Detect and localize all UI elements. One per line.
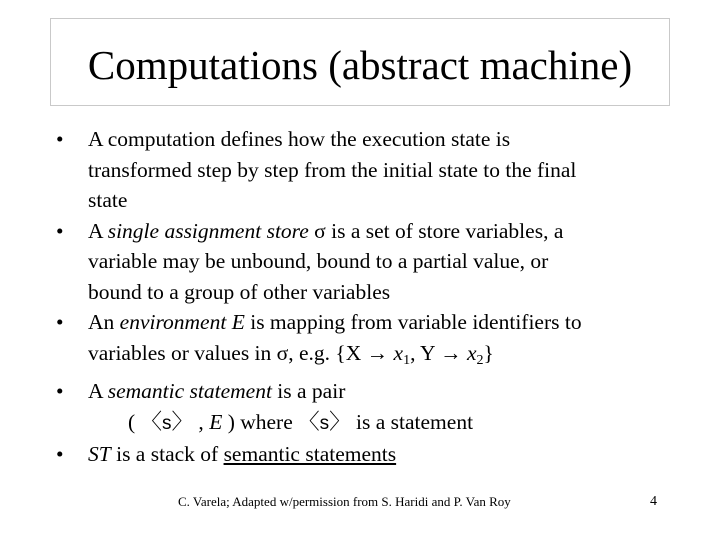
text-run: 〉 ,	[171, 409, 210, 434]
bullet-item	[56, 124, 676, 216]
term-italic: semantic statement	[107, 379, 272, 403]
bullet-dot: •	[56, 379, 64, 403]
bullet-item	[56, 376, 676, 439]
text-run: is a pair	[271, 379, 346, 403]
subscript: 2	[476, 352, 484, 368]
slide-footer: C. Varela; Adapted w/permission from S. Haridi and P. Van Roy	[178, 494, 511, 509]
bullet-line: transformed step by step from the initial state to the final	[88, 157, 577, 182]
bullet-item	[56, 439, 676, 470]
bullet-dot: •	[56, 442, 64, 466]
bullet-line: bound to a group of other variables	[88, 279, 391, 304]
bullet-line: A computation defines how the execution state is	[88, 127, 511, 151]
text-run: A	[88, 379, 108, 403]
text-run: is a stack of	[110, 442, 224, 466]
text-run: σ is a set of store variables, a	[308, 218, 564, 243]
bullet-line: state	[88, 188, 128, 212]
text-run: }	[483, 340, 494, 365]
underlined-term: semantic statements	[223, 442, 397, 466]
bullet-list	[56, 124, 676, 470]
bullet-line	[88, 307, 676, 338]
var-italic: E	[209, 409, 223, 434]
bullet-line	[88, 407, 676, 440]
slide-title: Computations (abstract machine)	[87, 42, 633, 88]
bullet-line	[88, 376, 676, 407]
bullet-line: variable may be unbound, bound to a partial value, or	[88, 249, 549, 273]
term-italic: ST	[88, 442, 111, 466]
text-run: , Y →	[410, 340, 467, 365]
text-run: ( 〈	[128, 409, 163, 434]
text-run: is mapping from variable identifiers to	[244, 310, 582, 334]
text-run: ) where 〈	[222, 409, 320, 434]
bullet-dot: •	[56, 218, 64, 243]
page-number: 4	[650, 494, 657, 509]
term-italic: environment E	[119, 310, 245, 334]
text-run: 〉 is a statement	[329, 409, 474, 434]
bullet-line	[88, 216, 676, 247]
subscript: 1	[403, 352, 411, 368]
statement-symbol: s	[162, 412, 172, 434]
bullet-line	[88, 338, 676, 377]
title-box	[50, 18, 670, 106]
var-italic: x	[393, 340, 404, 365]
bullet-dot: •	[56, 310, 64, 334]
statement-symbol: s	[319, 412, 330, 434]
bullet-item	[56, 216, 676, 308]
term-italic: single assignment store	[107, 218, 309, 243]
bullet-item	[56, 307, 676, 376]
bullet-line	[88, 439, 676, 470]
bullet-dot: •	[56, 127, 64, 151]
text-run: variables or values in σ, e.g. {X →	[88, 340, 394, 365]
text-run: An	[88, 310, 120, 334]
var-italic: x	[467, 340, 477, 365]
text-run: A	[88, 218, 108, 243]
